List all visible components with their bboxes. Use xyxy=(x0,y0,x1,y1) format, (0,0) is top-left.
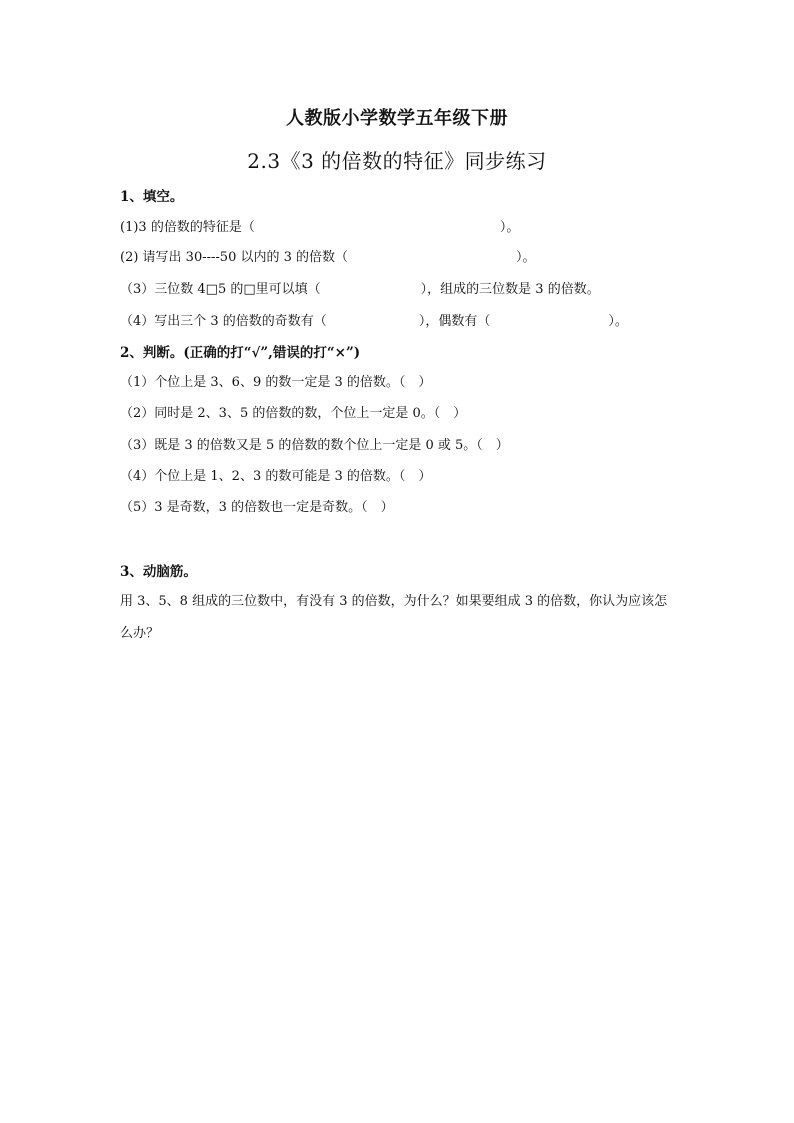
fill-question-3-prefix: （3）三位数 4□5 的□里可以填（ xyxy=(120,282,321,297)
fill-question-4-prefix: （4）写出三个 3 的倍数的奇数有（ xyxy=(120,314,327,329)
judge-item-2: （2）同时是 2、3、5 的倍数的数，个位上一定是 0。（ ） xyxy=(120,406,467,421)
judge-item-3: （3）既是 3 的倍数又是 5 的倍数的数个位上一定是 0 或 5。（ ） xyxy=(120,438,509,453)
fill-question-1-prefix: (1)3 的倍数的特征是（ xyxy=(120,220,255,235)
fill-question-2-prefix: (2) 请写出 30----50 以内的 3 的倍数（ xyxy=(120,250,349,265)
section3-question: 用 3、5、8 组成的三位数中，有没有 3 的倍数，为什么？如果要组成 3 的倍数，你认为应该怎么办？ xyxy=(120,594,668,641)
page-subtitle: 2.3《3 的倍数的特征》同步练习 xyxy=(247,149,547,173)
fill-question-1 xyxy=(120,219,519,237)
section1-heading: 1、填空。 xyxy=(120,189,184,205)
fill-question-4-suffix: ）。 xyxy=(608,314,628,329)
fill-question-2-suffix: ）。 xyxy=(516,250,536,265)
section3-heading: 3、动脑筋。 xyxy=(120,564,197,580)
fill-question-2 xyxy=(120,249,536,267)
fill-question-4 xyxy=(120,313,628,331)
section2-heading: 2、判断。(正确的打“√”,错误的打“×”) xyxy=(120,345,361,361)
judge-item-1: （1）个位上是 3、6、9 的数一定是 3 的倍数。（ ） xyxy=(120,375,432,390)
fill-question-1-suffix: ）。 xyxy=(499,220,520,235)
judge-item-4: （4）个位上是 1、2、3 的数可能是 3 的倍数。（ ） xyxy=(120,469,432,484)
fill-question-3-suffix: ），组成的三位数是 3 的倍数。 xyxy=(420,282,600,297)
judge-item-5: （5）3 是奇数，3 的倍数也一定是奇数。（ ） xyxy=(120,500,394,515)
page-title: 人教版小学数学五年级下册 xyxy=(286,108,508,129)
fill-question-4-middle: ），偶数有（ xyxy=(418,314,491,329)
fill-question-3 xyxy=(120,281,600,299)
